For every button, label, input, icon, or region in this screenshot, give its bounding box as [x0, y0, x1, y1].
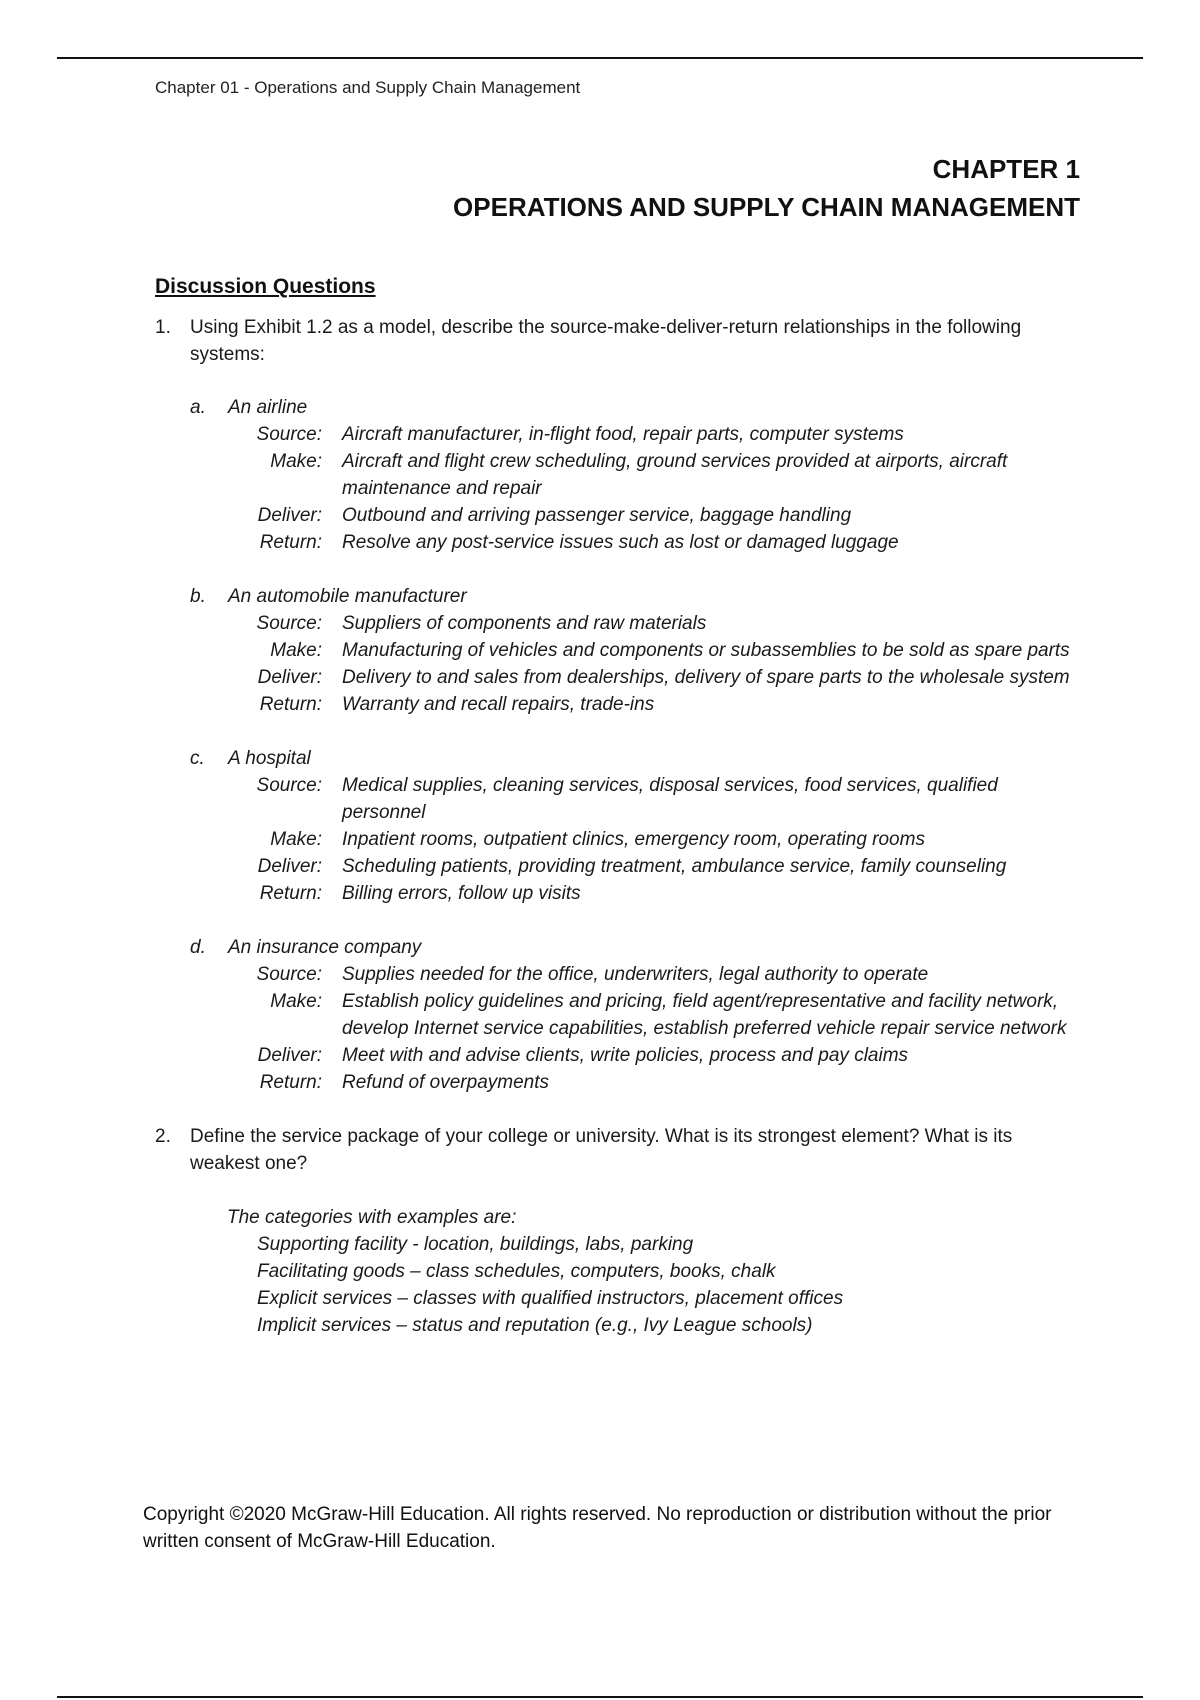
- srd-key: Return:: [259, 883, 322, 904]
- bottom-rule: [57, 1696, 1143, 1698]
- system-name: An insurance company: [228, 937, 422, 958]
- system-label: [190, 394, 1085, 421]
- system-letter: d.: [190, 937, 206, 958]
- srd-key: Deliver:: [257, 856, 322, 877]
- srd-key: Deliver:: [257, 1045, 322, 1066]
- srd-row: [155, 529, 1085, 556]
- category-item: Implicit services – status and reputation (e.g., Ivy League schools): [257, 1315, 813, 1336]
- srd-key: Deliver:: [257, 667, 322, 688]
- srd-row: [155, 691, 1085, 718]
- system-label: [190, 583, 1085, 610]
- srd-key: Make:: [270, 640, 322, 661]
- srd-value: Scheduling patients, providing treatment, ambulance service, family counseling: [342, 856, 1007, 877]
- srd-row: [155, 421, 1085, 448]
- srd-row: [155, 853, 1085, 880]
- srd-key: Make:: [270, 991, 322, 1012]
- system-label: [190, 934, 1085, 961]
- system-name: An automobile manufacturer: [228, 586, 467, 607]
- srd-value: Refund of overpayments: [342, 1072, 550, 1093]
- srd-value: Outbound and arriving passenger service, baggage handling: [342, 505, 852, 526]
- chapter-name: OPERATIONS AND SUPPLY CHAIN MANAGEMENT: [453, 192, 1080, 222]
- srd-key: Source:: [256, 775, 322, 796]
- srd-value: Suppliers of components and raw materials: [342, 613, 707, 634]
- chapter-title: [453, 150, 1080, 226]
- section-heading: Discussion Questions: [155, 275, 376, 298]
- category-item: Facilitating goods – class schedules, computers, books, chalk: [257, 1261, 776, 1282]
- system-name: An airline: [228, 397, 308, 418]
- srd-value: Billing errors, follow up visits: [342, 883, 581, 904]
- srd-row: [155, 448, 1085, 502]
- system-letter: a.: [190, 397, 206, 418]
- system-hospital: [190, 745, 1085, 772]
- chapter-number: CHAPTER 1: [932, 154, 1080, 184]
- system-letter: c.: [190, 748, 205, 769]
- srd-value: Meet with and advise clients, write policies, process and pay claims: [342, 1045, 909, 1066]
- srd-value: Inpatient rooms, outpatient clinics, emergency room, operating rooms: [342, 829, 925, 850]
- srd-key: Return:: [259, 532, 322, 553]
- system-automobile-manufacturer: [190, 583, 1085, 610]
- system-name: A hospital: [228, 748, 311, 769]
- system-label: [190, 745, 1085, 772]
- top-rule: [57, 57, 1143, 59]
- srd-row: [155, 610, 1085, 637]
- srd-row: [155, 988, 1085, 1042]
- category-item: Explicit services – classes with qualified instructors, placement offices: [257, 1288, 844, 1309]
- srd-row: [155, 1042, 1085, 1069]
- system-letter: b.: [190, 586, 206, 607]
- srd-value: Supplies needed for the office, underwriters, legal authority to operate: [342, 964, 929, 985]
- srd-value: Manufacturing of vehicles and components or subassemblies to be sold as spare parts: [342, 640, 1070, 661]
- srd-row: [155, 637, 1085, 664]
- srd-value: Warranty and recall repairs, trade-ins: [342, 694, 655, 715]
- srd-row: [155, 826, 1085, 853]
- running-head: Chapter 01 - Operations and Supply Chain Management: [155, 78, 581, 97]
- srd-value: Aircraft manufacturer, in-flight food, repair parts, computer systems: [342, 424, 904, 445]
- copyright-notice: Copyright ©2020 McGraw-Hill Education. All rights reserved. No reproduction or distribution without the prior written consent of McGraw-Hill Education.: [143, 1504, 1052, 1552]
- question-number: 1.: [155, 317, 171, 338]
- srd-key: Return:: [259, 694, 322, 715]
- srd-value: Resolve any post-service issues such as lost or damaged luggage: [342, 532, 899, 553]
- srd-key: Source:: [256, 964, 322, 985]
- questions-content: [155, 314, 1085, 1339]
- srd-value: Medical supplies, cleaning services, disposal services, food services, qualified personnel: [342, 775, 998, 823]
- srd-row: [155, 664, 1085, 691]
- question-number: 2.: [155, 1126, 171, 1147]
- srd-key: Source:: [256, 424, 322, 445]
- srd-row: [155, 502, 1085, 529]
- srd-value: Establish policy guidelines and pricing, field agent/representative and facility network, develop Internet service capabilities, establish preferred vehicle repair service network: [342, 991, 1067, 1039]
- system-insurance-company: [190, 934, 1085, 961]
- srd-row: [155, 961, 1085, 988]
- question-text: Define the service package of your college or university. What is its strongest element? What is its weakest one?: [190, 1126, 1013, 1174]
- question-2: [155, 1123, 1085, 1177]
- srd-value: Aircraft and flight crew scheduling, ground services provided at airports, aircraft maintenance and repair: [342, 451, 1008, 499]
- srd-row: [155, 1069, 1085, 1096]
- srd-row: [155, 880, 1085, 907]
- system-airline: [190, 394, 1085, 421]
- srd-key: Return:: [259, 1072, 322, 1093]
- question-text: Using Exhibit 1.2 as a model, describe the source-make-deliver-return relationships in the following systems:: [190, 317, 1022, 365]
- srd-row: [155, 772, 1085, 826]
- srd-key: Source:: [256, 613, 322, 634]
- srd-value: Delivery to and sales from dealerships, delivery of spare parts to the wholesale system: [342, 667, 1070, 688]
- srd-key: Make:: [270, 451, 322, 472]
- question-1: [155, 314, 1085, 368]
- category-item: Supporting facility - location, buildings, labs, parking: [257, 1234, 694, 1255]
- categories-intro: The categories with examples are:: [227, 1207, 517, 1228]
- srd-key: Deliver:: [257, 505, 322, 526]
- srd-key: Make:: [270, 829, 322, 850]
